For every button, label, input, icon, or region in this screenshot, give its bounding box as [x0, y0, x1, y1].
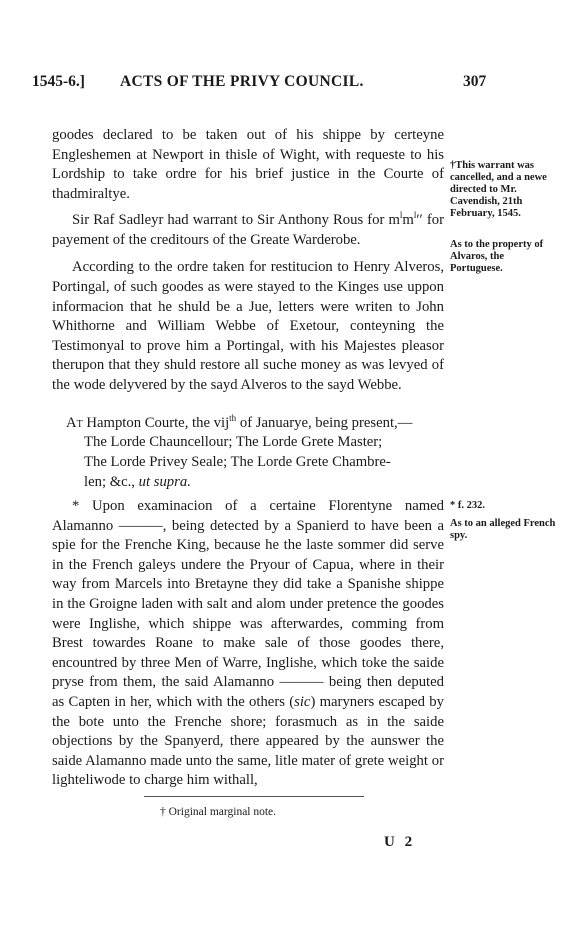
- entry-4-text-a: * Upon examinacion of a certaine Florentyne named Alamanno ———, being detected by a Spanierd to have been a spie for the Frenche King, because he the laste sommer did serve in the French galeys undere the Pryour of Capua, where in their way from Marcels into Bretayne they did take a Spanishe shippe in the Groigne laden with salt and alom under pretence the goodes were Inglishe, which shippe was afterwardes, comming from Brest towardes Roane to make sale of those goodes there, encountred by three Men of Warre, Inglishe, which toke the saide pryse from them, the said Alamanno ——— being then deputed as Capten in her, which with the others (: [52, 498, 444, 710]
- signature-mark: U 2: [384, 834, 416, 850]
- meeting-attendees-1: The Lorde Chauncellour; The Lorde Grete Master;: [84, 434, 383, 451]
- meeting-at: At: [66, 414, 83, 431]
- entry-2-amount-mark: ′′: [416, 212, 427, 229]
- entry-paragraph-4: [52, 497, 444, 791]
- margin-note-warrant: †This warrant was cancelled, and a newe directed to Mr. Cavendish, 21th February, 1545.: [450, 160, 547, 219]
- meeting-rest: of Januarye, being present,—: [236, 414, 413, 431]
- meeting-attendees-3-a: len; &c.,: [84, 473, 139, 490]
- header-title: ACTS OF THE PRIVY COUNCIL.: [120, 73, 364, 90]
- header-page-number: 307: [463, 73, 487, 90]
- meeting-attendees-3: [68, 473, 460, 493]
- council-meeting-block: [52, 409, 460, 492]
- margin-note-spy: As to an alleged French spy.: [450, 518, 556, 541]
- body-text-block-2: [52, 497, 444, 791]
- margin-note-folio: * f. 232.: [450, 500, 485, 511]
- meeting-attendees-2: The Lorde Privey Seale; The Lorde Grete Chambre-: [84, 454, 391, 471]
- entry-2-text-b: for payement of the creditours of the Greate Warderobe.: [52, 212, 444, 248]
- entry-2-sup-2: l: [413, 210, 417, 221]
- header-date-range: 1545-6.]: [32, 73, 85, 90]
- margin-note-alvaros: As to the property of Alvaros, the Portuguese.: [450, 239, 544, 274]
- entry-paragraph-3: According to the ordre taken for restitucion to Henry Alveros, Portingal, of such goodes as were stayed to the Kinges use uppon informacion that he shuld be a Jue, letters were writen to John Whithorne and William Webbe of Exetour, conteyning the Testimonyal to prove him a Portingal, with his Majestes pleasor therupon that they shuld restore all suche money as was levyed of the wode delyvered by the sayd Alveros to the sayd Webbe.: [52, 259, 444, 394]
- entry-2-amount-mid: m: [402, 212, 414, 229]
- entry-4-sic: sic: [294, 693, 311, 710]
- entry-2-text-a: Sir Raf Sadleyr had warrant to Sir Anthony Rous for: [72, 212, 389, 229]
- entry-2-sup-1: l: [399, 210, 403, 221]
- footnote: † Original marginal note.: [160, 806, 277, 818]
- meeting-heading: [68, 409, 460, 433]
- meeting-day-sup: th: [229, 413, 237, 423]
- entry-paragraph-2: [52, 206, 444, 250]
- entry-paragraph-1: goodes declared to be taken out of his shippe by certeyne Engleshemen at Newport in thisle of Wight, with requeste to his Lordship to take ordre for his brief justice in the Courte of thadmiraltye.: [52, 127, 444, 202]
- meeting-place: Hampton Courte, the vij: [82, 414, 230, 431]
- entry-4-text-b: ) maryners escaped by the bote unto the Frenche shore; forasmuch as in the saide objections by the Spanyerd, there appeared by the aunswer the saide Alamanno made unto the same, litle mater of grete weight or lighteliwode to charge him withall,: [52, 693, 444, 789]
- footnote-rule: [144, 796, 364, 797]
- body-text-block-1: [52, 126, 444, 396]
- meeting-attendees-3-b: ut supra.: [138, 473, 191, 490]
- entry-2-amount: m: [388, 212, 400, 229]
